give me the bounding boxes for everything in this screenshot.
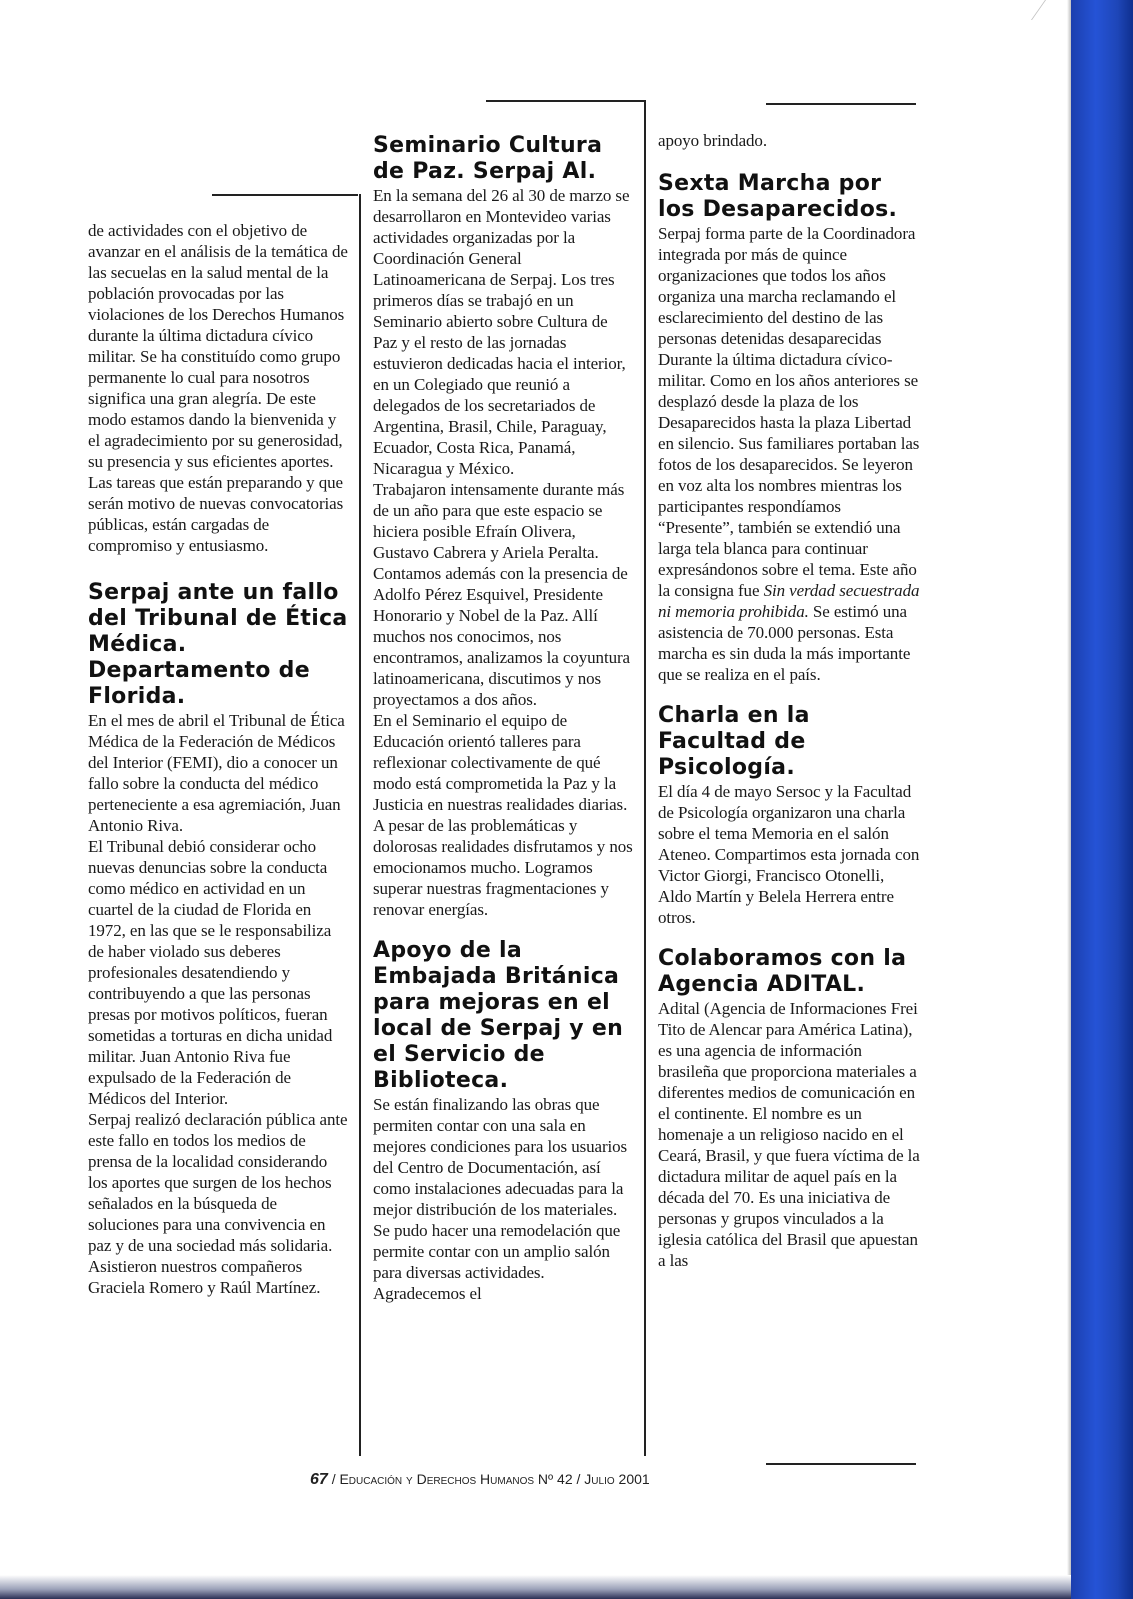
column3-bottom-rule (766, 1463, 916, 1465)
paragraph: El día 4 de mayo Sersoc y la Facultad de Psicología organizaron una charla sobre el tema Memoria en el salón Ateneo. Compartimos esta jornada con Victor Giorgi, Francisco Otonelli, Aldo Martín y Belela Herrera entre otros. (658, 782, 920, 927)
column-2 (373, 133, 635, 1304)
embajada-section (373, 938, 635, 1304)
divider-right (644, 100, 646, 1456)
charla-section (658, 703, 920, 928)
paragraph: Se están finalizando las obras que permiten contar con una sala en mejores condiciones para los usuarios del Centro de Documentación, así como instalaciones adecuadas para la mejor distribución de los materiales. Se pudo hacer una remodelación que permite contar con un amplio salón para diversas actividades. Agradecemos el (373, 1095, 628, 1303)
section-heading-embajada: Apoyo de la Embajada Británica para mejoras en el local de Serpaj y en el Servicio de Biblioteca. (373, 938, 624, 1093)
column1-top-rule (212, 194, 358, 196)
section-heading-seminario: Seminario Cultura de Paz. Serpaj Al. (373, 133, 603, 184)
paragraph: En el mes de abril el Tribunal de Ética Médica de la Federación de Médicos del Interior (FEMI), dio a conocer un fallo sobre la conducta del médico perteneciente a esa agremiación, Juan Antonio Riva. (88, 711, 345, 835)
section-heading-marcha: Sexta Marcha por los Desaparecidos. (658, 171, 898, 222)
paragraph: Trabajaron intensamente durante más de un año para que este espacio se hiciera posible Efraín Olivera, Gustavo Cabrera y Ariela Peralta. (373, 480, 625, 562)
scanned-book-edge (1071, 0, 1133, 1599)
paragraph-text: Serpaj forma parte de la Coordinadora integrada por más de quince organizaciones que todos los años organiza una marcha reclamando el esclarecimiento del destino de las personas detenidas desaparecidas Durante la última dictadura cívico-militar. Como en los años anteriores se desplazó desde la plaza de los Desaparecidos hasta la plaza Libertad en silencio. Sus familiares portaban las fotos de los desaparecidos. Se leyeron en voz alta los nombres mientras los participantes respondíamos “Presente”, también se extendió una larga tela blanca para continuar expresándonos sobre el tema. Este año la consigna fue (658, 224, 920, 600)
paragraph: El Tribunal debió considerar ocho nuevas denuncias sobre la conducta como médico en actividad en un cuartel de la ciudad de Florida en 1972, en las que se le responsabiliza de haber violado sus deberes profesionales desatendiendo y contribuyendo a que las personas presas por motivos políticos, fueran sometidas a torturas en dicha unidad militar. Juan Antonio Riva fue expulsado de la Federación de Médicos del Interior. (88, 837, 333, 1108)
page-footer (310, 1471, 730, 1489)
footer-separator: / (331, 1471, 336, 1487)
column2-top-rule (486, 100, 644, 102)
column-1 (88, 220, 350, 1298)
adital-section (658, 946, 920, 1271)
marcha-section (658, 171, 920, 685)
divider-left (359, 194, 361, 1456)
publication-title: Educación y Derechos Humanos Nº 42 (339, 1471, 573, 1487)
section-heading-charla: Charla en la Facultad de Psicología. (658, 703, 810, 780)
continuation-text: apoyo brindado. (658, 131, 767, 150)
paragraph: Serpaj realizó declaración pública ante este fallo en todos los medios de prensa de la localidad considerando los aportes que surgen de los hechos señalados en la búsqueda de soluciones para una convivencia en paz y de una sociedad más solidaria. (88, 1110, 348, 1255)
seminario-section (373, 133, 635, 920)
section-heading-tribunal: Serpaj ante un fallo del Tribunal de Ética Médica. Departamento de Florida. (88, 580, 348, 709)
paragraph: En el Seminario el equipo de Educación orientó talleres para reflexionar colectivamente de qué modo está comprometida la Paz y la Justicia en nuestras realidades diarias. A pesar de las problemáticas y dolorosas realidades disfrutamos y nos emocionamos mucho. Logramos superar nuestras fragmentaciones y renovar energías. (373, 711, 633, 919)
paragraph: Asistieron nuestros compañeros Graciela Romero y Raúl Martínez. (88, 1257, 321, 1297)
intro-paragraph: de actividades con el objetivo de avanzar en el análisis de la temática de las secuelas en la salud mental de la población provocadas por las violaciones de los Derechos Humanos durante la última dictadura cívico militar. Se ha constituído como grupo permanente lo cual para nosotros significa una gran alegría. De este modo estamos dando la bienvenida y el agradecimiento por su generosidad, su presencia y sus eficientes aportes. Las tareas que están preparando y que serán motivo de nuevas convocatorias públicas, están cargadas de compromiso y entusiasmo. (88, 221, 348, 555)
column-3 (658, 130, 920, 1271)
slogan-italic: Sin verdad secuestrada ni memoria prohibida. (658, 581, 920, 621)
continuation-section (658, 130, 920, 151)
scan-bottom-shadow (0, 1575, 1071, 1599)
paragraph: Adital (Agencia de Informaciones Frei Tito de Alencar para América Latina), es una agencia de información brasileña que proporciona materiales a diferentes medios de comunicación en el continente. El nombre es un homenaje a un religioso nacido en el Ceará, Brasil, y que fuera víctima de la dictadura militar de aquel país en la década del 70. Es una iniciativa de personas y grupos vinculados a la iglesia católica del Brasil que apuestan a las (658, 999, 920, 1270)
intro-section (88, 220, 350, 556)
page-number: 67 (310, 1471, 328, 1488)
publication-date: Julio 2001 (584, 1471, 650, 1487)
paragraph-text: Se estimó una asistencia de 70.000 personas. Esta marcha es sin duda la más importante que se realiza en el país. (658, 602, 911, 684)
column3-top-rule (766, 103, 916, 105)
section-heading-adital: Colaboramos con la Agencia ADITAL. (658, 946, 907, 997)
paragraph: En la semana del 26 al 30 de marzo se desarrollaron en Montevideo varias actividades organizadas por la Coordinación General Latinoamericana de Serpaj. Los tres primeros días se trabajó en un Seminario abierto sobre Cultura de Paz y el resto de las jornadas estuvieron dedicadas hacia el interior, en un Colegiado que reunió a delegados de los secretariados de Argentina, Brasil, Chile, Paraguay, Ecuador, Costa Rica, Panamá, Nicaragua y México. (373, 186, 630, 478)
footer-separator: / (576, 1471, 581, 1487)
paragraph (658, 223, 920, 685)
paragraph: Contamos además con la presencia de Adolfo Pérez Esquivel, Presidente Honorario y Nobel de la Paz. Allí muchos nos conocimos, nos encontramos, analizamos la coyuntura latinoamericana, discutimos y nos proyectamos a dos años. (373, 564, 630, 709)
tribunal-section (88, 580, 350, 1298)
